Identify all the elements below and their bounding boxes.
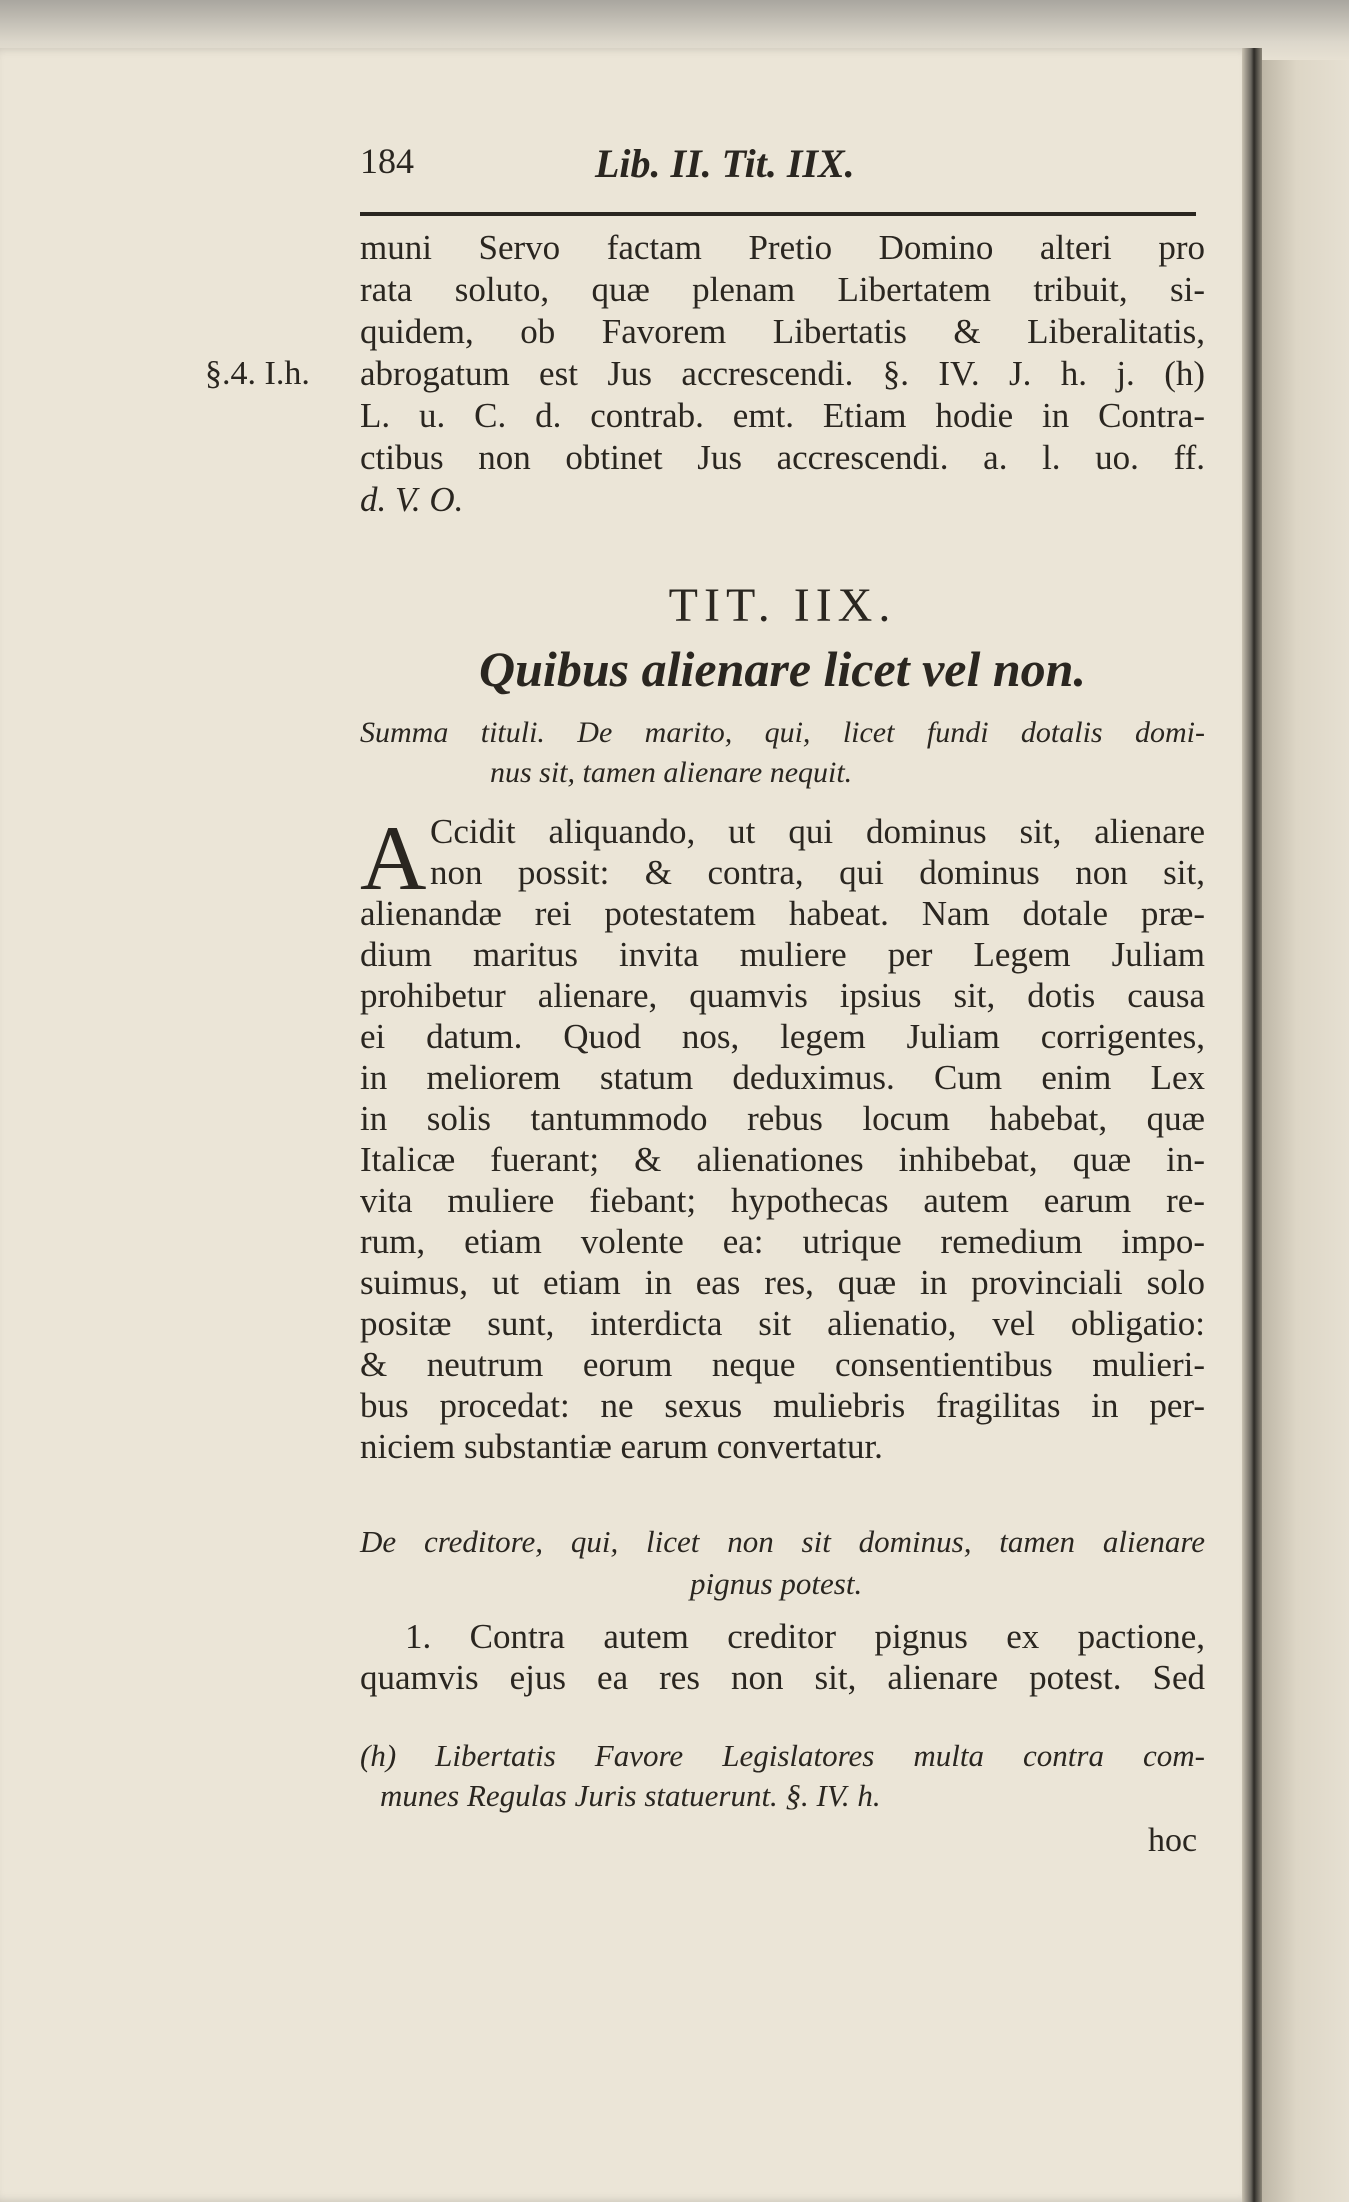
body-line: in solis tantummodo rebus locum habebat, quæ: [360, 1099, 1205, 1138]
body-line: suimus, ut etiam in eas res, quæ in provinciali solo: [360, 1263, 1205, 1302]
body-line: vita muliere fiebant; hypothecas autem earum re-: [360, 1181, 1205, 1220]
section-heading: De creditore, qui, licet non sit dominus, tamen alienare: [360, 1524, 1205, 1559]
running-head-title: Lib. II. Tit. IIX.: [595, 141, 855, 186]
body-line: in meliorem statum deduximus. Cum enim Lex: [360, 1058, 1205, 1097]
summa-line: nus sit, tamen alienare nequit.: [490, 756, 853, 789]
body-line: & neutrum eorum neque consentientibus mulieri-: [360, 1345, 1205, 1384]
text-line: abrogatum est Jus accrescendi. §. IV. J. h. j. (h): [360, 354, 1205, 393]
header-rule: [360, 212, 1196, 216]
body-line: bus procedat: ne sexus muliebris fragilitas in per-: [360, 1386, 1205, 1425]
text-line: quidem, ob Favorem Libertatis & Liberalitatis,: [360, 312, 1205, 351]
text-line: L. u. C. d. contrab. emt. Etiam hodie in Contra-: [360, 396, 1205, 435]
body-line: Ccidit aliquando, ut qui dominus sit, alienare: [430, 812, 1205, 851]
margin-note: §.4. I.h.: [205, 355, 310, 392]
body-line: prohibetur alienare, quamvis ipsius sit, dotis causa: [360, 976, 1205, 1015]
text-line: rata soluto, quæ plenam Libertatem tribuit, si-: [360, 270, 1205, 309]
summa-line: Summa tituli. De marito, qui, licet fundi dotalis domi-: [360, 716, 1205, 749]
body-line: Italicæ fuerant; & alienationes inhibebat, quæ in-: [360, 1140, 1205, 1179]
body-line: ei datum. Quod nos, legem Juliam corrigentes,: [360, 1017, 1205, 1056]
title-number: TIT. IIX.: [668, 579, 897, 632]
section-line: quamvis ejus ea res non sit, alienare potest. Sed: [360, 1658, 1205, 1697]
footnote-line: (h) Libertatis Favore Legislatores multa contra com-: [360, 1738, 1205, 1773]
page-number: 184: [360, 141, 414, 181]
title-heading: Quibus alienare licet vel non.: [479, 641, 1086, 697]
footnote-line: munes Regulas Juris statuerunt. §. IV. h.: [380, 1778, 881, 1813]
running-head: [360, 140, 1205, 200]
text-line: ctibus non obtinet Jus accrescendi. a. l. uo. ff.: [360, 438, 1205, 477]
body-line: niciem substantiæ earum convertatur.: [360, 1427, 883, 1466]
drop-capital: A: [360, 807, 427, 909]
body-line: dium maritus invita muliere per Legem Juliam: [360, 935, 1205, 974]
body-line: alienandæ rei potestatem habeat. Nam dotale præ-: [360, 894, 1205, 933]
text-line: d. V. O.: [360, 480, 464, 519]
body-line: non possit: & contra, qui dominus non sit,: [430, 853, 1205, 892]
text-line: muni Servo factam Pretio Domino alteri pro: [360, 228, 1205, 267]
body-line: positæ sunt, interdicta sit alienatio, vel obligatio:: [360, 1304, 1205, 1343]
section-line: 1. Contra autem creditor pignus ex pactione,: [405, 1617, 1205, 1656]
book-gutter: [1242, 48, 1262, 2202]
facing-page-edge: [1262, 60, 1349, 2202]
body-line: rum, etiam volente ea: utrique remedium impo-: [360, 1222, 1205, 1261]
catchword: hoc: [1148, 1822, 1198, 1859]
section-heading: pignus potest.: [690, 1566, 863, 1601]
